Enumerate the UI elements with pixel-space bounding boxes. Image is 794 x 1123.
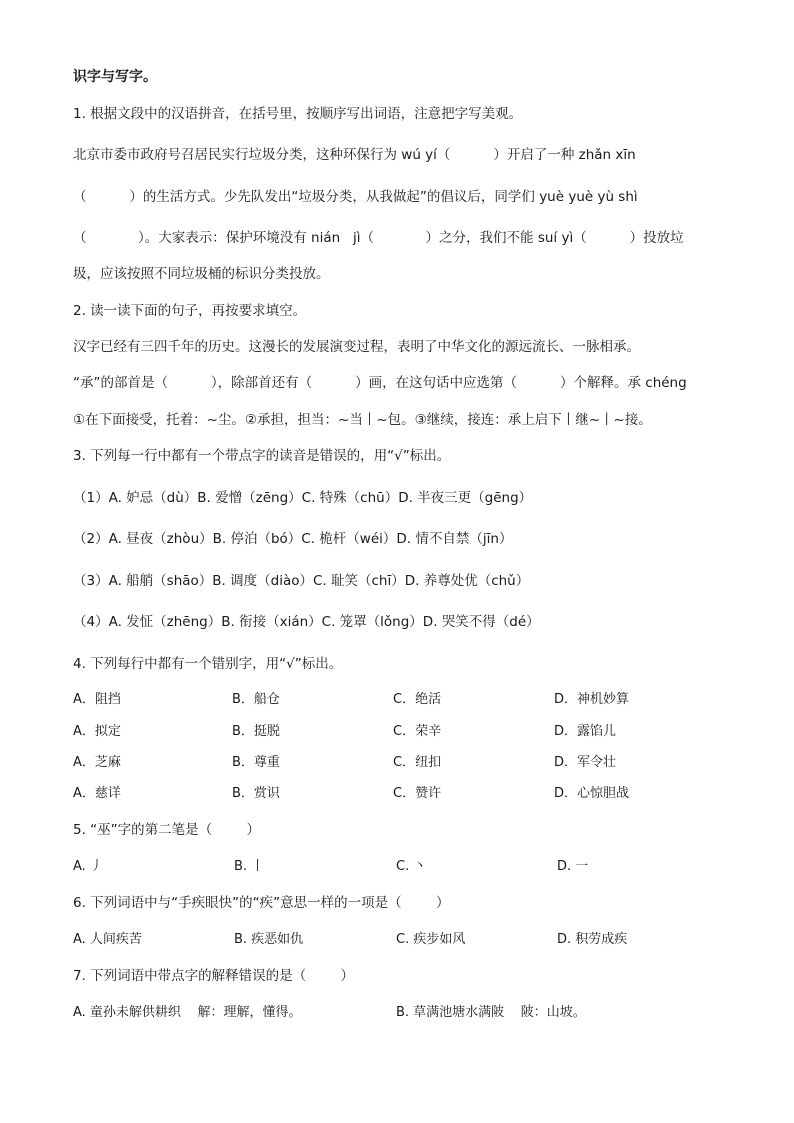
q3-row: （3）A. 船艄（shāo）B. 调度（diào）C. 耻笑（chī）D. 养尊处优（chǔ） (73, 573, 530, 589)
q5-option: B. 丨 (234, 859, 265, 874)
q4-option: D．心惊胆战 (554, 786, 630, 801)
section-title: 识字与写字。 (73, 69, 157, 85)
q4-option: B．船仓 (232, 692, 280, 707)
q4-option: B．赏识 (232, 786, 280, 801)
q5-option: A. 丿 (73, 859, 103, 874)
q4-option: A．慈详 (73, 786, 121, 801)
q6-option: D. 积劳成疾 (557, 932, 628, 947)
q2-line-3: ①在下面接受，托着：~尘。②承担，担当：~当丨~包。③继续，接连：承上启下丨继~丨~接。 (73, 412, 652, 428)
q4-option: A．阻挡 (73, 692, 121, 707)
q4-option: A．芝麻 (73, 755, 121, 770)
q7-stem: 7. 下列词语中带点字的解释错误的是（ ） (73, 968, 355, 984)
q4-option: D．军令壮 (554, 755, 617, 770)
q3-stem: 3. 下列每一行中都有一个带点字的读音是错误的，用“√”标出。 (73, 448, 451, 464)
q3-row: （1）A. 妒忌（dù）B. 爱憎（zēng）C. 特殊（chū）D. 半夜三更（gēng） (73, 490, 533, 506)
q5-stem: 5. “巫”字的第二笔是（ ） (73, 822, 260, 838)
q1-line-3: （ ）。大家表示：保护环境没有 nián jì（ ）之分，我们不能 suí yì（ ）投放垃 (73, 230, 684, 246)
q4-option: A．拟定 (73, 724, 121, 739)
q6-option: C. 疾步如风 (396, 932, 466, 947)
q4-option: C．纽扣 (393, 755, 442, 770)
q1-line-2: （ ）的生活方式。少先队发出“垃圾分类，从我做起”的倡议后，同学们 yuè yuè yù shì (73, 189, 638, 205)
q4-option: B．挺脱 (232, 724, 280, 739)
q7-option-a: A. 童孙未解供耕织 解：理解，懂得。 (73, 1005, 302, 1020)
q2-line-1: 汉字已经有三四千年的历史。这漫长的发展演变过程，表明了中华文化的源远流长、一脉相承。 (73, 339, 640, 355)
q5-option: D. 一 (557, 859, 589, 874)
q2-line-2: “承”的部首是（ ），除部首还有（ ）画，在这句话中应选第（ ）个解释。承 chéng (73, 375, 687, 391)
q4-option: C．绝活 (393, 692, 442, 707)
q3-row: （4）A. 发怔（zhēng）B. 衔接（xián）C. 笼罩（lǒng）D. 哭笑不得（dé） (73, 614, 540, 630)
q6-stem: 6. 下列词语中与“手疾眼快”的“疾”意思一样的一项是（ ） (73, 895, 450, 911)
q2-stem: 2. 读一读下面的句子，再按要求填空。 (73, 303, 307, 319)
q1-stem: 1. 根据文段中的汉语拼音，在括号里，按顺序写出词语，注意把字写美观。 (73, 106, 523, 122)
q6-option: B. 疾恶如仇 (234, 932, 304, 947)
q4-stem: 4. 下列每行中都有一个错别字，用“√”标出。 (73, 656, 343, 672)
q1-line-1: 北京市委市政府号召居民实行垃圾分类，这种环保行为 wú yí（ ）开启了一种 zhǎn xīn (73, 147, 636, 163)
q7-option-b: B. 草满池塘水满陂 陂：山坡。 (396, 1005, 586, 1020)
q4-option: D．神机妙算 (554, 692, 630, 707)
q5-option: C. 丶 (396, 859, 427, 874)
q4-option: B．尊重 (232, 755, 280, 770)
q4-option: C．赞许 (393, 786, 442, 801)
q4-option: D．露馅儿 (554, 724, 617, 739)
q6-option: A. 人间疾苦 (73, 932, 142, 947)
q1-line-4: 圾，应该按照不同垃圾桶的标识分类投放。 (73, 266, 330, 282)
q3-row: （2）A. 昼夜（zhòu）B. 停泊（bó）C. 桅杆（wéi）D. 情不自禁（jīn） (73, 531, 513, 547)
q4-option: C．荣辛 (393, 724, 442, 739)
